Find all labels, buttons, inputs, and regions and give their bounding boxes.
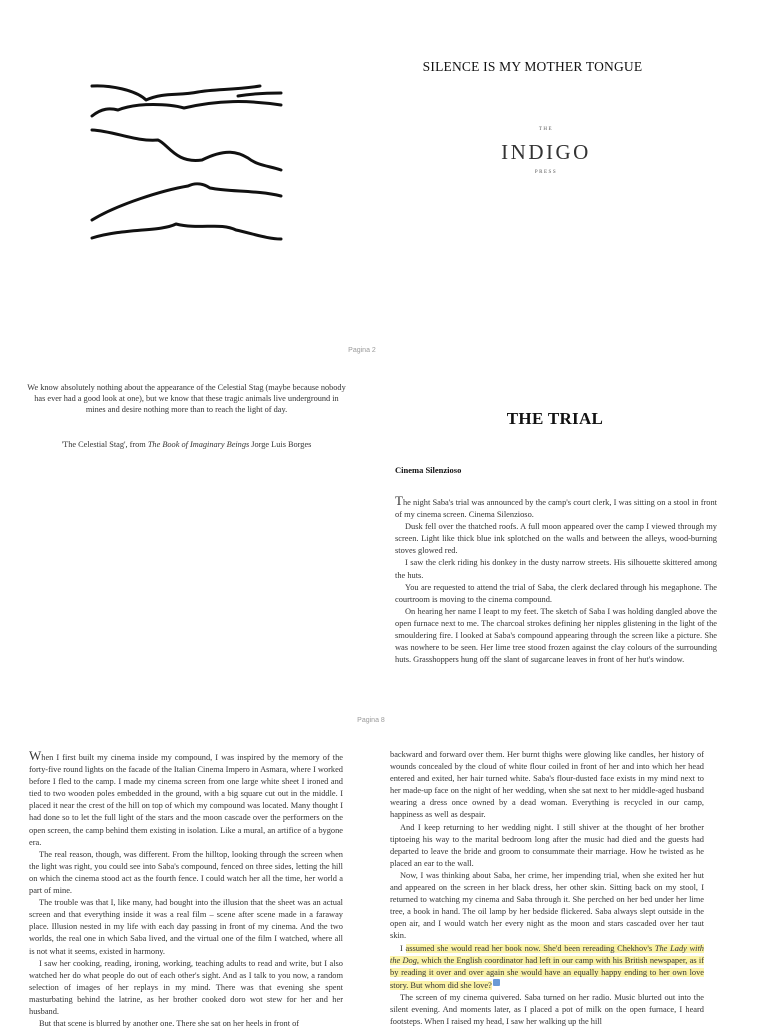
dropcap: W	[29, 748, 42, 763]
note-icon[interactable]	[493, 979, 500, 986]
right-paragraph-lead: backward and forward over them. Her burnt thighs were glowing like candles, her history of wounds concealed by the cloud of white flour coiled in front of her and into which her head entered and exited, her hair turned white. Saba's flour-dusted face exists in my mind next to her made-up face on the night of her wedding, when she sat next to her middle-aged husband wearing a dress once owned by a dead woman. Everything is recycled in our camp, happiness as well as despair.	[390, 750, 704, 820]
right-paragraph: Now, I was thinking about Saba, her crime, her impending trial, when she exited her hut and appeared on the screen in her black dress, her other skin. Sitting back on my stool, I returned to watching my cinema and Saba through it. She perched on her bed under her lime tree, a book in hand. The oil lamp by her bedside flickered. Saba always slept outside in the open air, and I would watch her every night as the moon and stars cascaded over her taut skin.	[390, 870, 704, 941]
epigraph-source	[24, 440, 349, 449]
chapter-paragraph: On hearing her name I leapt to my feet. The sketch of Saba I was holding dangled above the open furnace next to me. The charcoal strokes defining her nipples glistening in the light of the smouldering fire. I looked at Saba's compound appearing through the screen like a picture. She was nowhere to be seen. Her lime tree stood frozen against the clay colours of the surrounding huts. Grasshoppers hung off the slant of sugarcane leaves in front of her hut's window.	[395, 606, 717, 665]
right-column-body	[390, 749, 704, 1028]
book-title: SILENCE IS MY MOTHER TONGUE	[422, 59, 643, 74]
epigraph-source-author: Jorge Luis Borges	[249, 440, 312, 449]
chapter-paragraph: I saw the clerk riding his donkey in the dusty narrow streets. His silhouette skittered among the huts.	[395, 558, 717, 580]
right-paragraph-highlighted	[390, 943, 704, 992]
left-first-text: hen I first built my cinema inside my compound, I was inspired by the memory of the forty-five round lights on the facade of the Italian Cinema Impero in Asmara, where I worked before I fled to the camp. I made my cinema screen from one large white sheet I ironed and tied to two wooden poles embedded in the ground, with a big square cut out in the middle. I placed it near the crest of the hill on top of which my compound was located. Many thought I had done so to let the full light of the stars and the moon cascade over the performers on the open screen, the camp behind them existing in isolation. Like a mural, an artifice of a bygone era.	[29, 753, 343, 847]
chapter-paragraph: Dusk fell over the thatched roofs. A full moon appeared over the camp I viewed through my screen. Light like thick blue ink splotched on the walls and between the alleys, wood-burning stoves glowed red.	[395, 522, 717, 556]
publisher-name: INDIGO	[501, 140, 591, 164]
chapter-paragraph-first	[395, 493, 717, 521]
left-column-body	[29, 748, 343, 1030]
dropcap: T	[395, 493, 403, 508]
right-paragraph: The screen of my cinema quivered. Saba turned on her radio. Music blurted out into the silent evening. And moments later, as I placed a pot of milk on the open furnace, I heard footsteps. When I raised my head, I saw her walking up the hill	[390, 992, 704, 1027]
left-paragraph: I saw her cooking, reading, ironing, working, teaching adults to read and write, but I also watched her do what people do out of each other's sight. And as I talk to you now, a random selection of images of her replays in my mind. There was that evening she spent masturbating behind the latrine, as her brother cooked doro wot stew for her and her husband.	[29, 958, 343, 1016]
hl-pre: I	[400, 943, 406, 953]
chapter-first-text: he night Saba's trial was announced by the camp's court clerk, I was sitting on a stool in front of my cinema screen. Cinema Silenzioso.	[395, 498, 717, 520]
publisher-press: PRESS	[534, 170, 558, 175]
page-label-8: Pagina 8	[357, 717, 385, 724]
page-label-2: Pagina 2	[348, 347, 376, 354]
left-paragraph-first	[29, 748, 343, 849]
section-title: Cinema Silenzioso	[395, 465, 462, 475]
epigraph-source-quote: 'The Celestial Stag', from	[61, 440, 148, 449]
hl-book-title: The Lady with the Dog	[390, 943, 704, 965]
highlighted-passage[interactable]	[390, 944, 704, 990]
line-drawing-landscape-icon	[88, 76, 288, 248]
left-paragraph: The real reason, though, was different. From the hilltop, looking through the screen when the light was right, you could see into Saba's compound, fenced on three sides, letting the hill on which the cinema stood act as the fourth fence. I could watch her all the time, her world a part of mine.	[29, 849, 343, 896]
hl-part-a: assumed she would read her book now. She'd been rereading Chekhov's	[405, 943, 655, 953]
chapter-body	[395, 493, 717, 666]
right-paragraph: And I keep returning to her wedding night. I still shiver at the thought of her brother tiptoeing his way to the marital bedroom long after the music had died and the guests had departed to leave the bride and groom to consummate their marriage. How he twisted as he placed an ear to the wall.	[390, 822, 704, 868]
left-paragraph: The trouble was that I, like many, had bought into the illusion that the sheet was an actual screen and that everything inside it was a real film – scene after scene made in a faraway place. Illusion nested in my life with each day passing in front of my cinema. And the two worlds, the real one in which Saba lived, and the virtual one of the film I watched, where all is not what it seems, existed in harmony.	[29, 898, 343, 956]
epigraph-text: We know absolutely nothing about the appearance of the Celestial Stag (maybe because nobody has ever had a good look at one), but we know that these tragic animals live underground in mines and desire nothing more than to reach the light of day.	[27, 383, 346, 415]
chapter-paragraph: You are requested to attend the trial of Saba, the clerk declared through his megaphone. The courtroom is moving to the cinema compound.	[395, 582, 717, 604]
publisher-the: THE	[538, 127, 554, 132]
hl-part-c: , which the English coordinator had left in our camp with his British newspaper, as if by reading it over and over again she would have an equally happy ending to her own love story. But whom did she love?	[390, 955, 704, 990]
epigraph-source-book: The Book of Imaginary Beings	[147, 440, 250, 449]
left-paragraph: But that scene is blurred by another one. There she sat on her heels in front of	[39, 1019, 300, 1029]
chapter-title: THE TRIAL	[506, 409, 604, 428]
